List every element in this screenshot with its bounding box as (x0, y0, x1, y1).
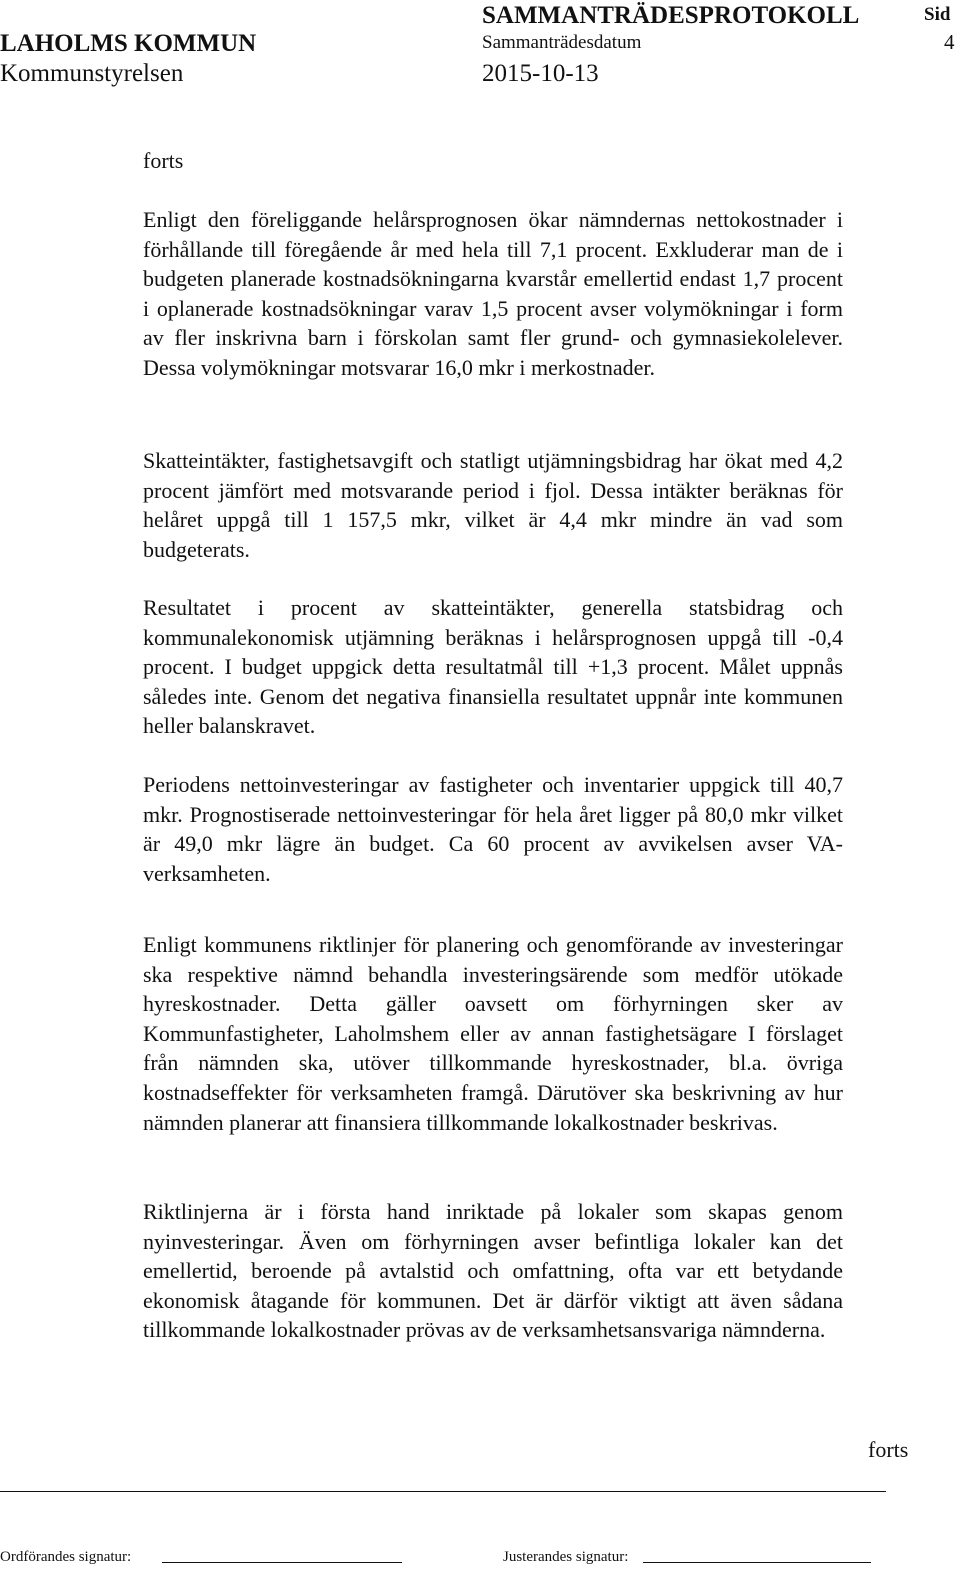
meeting-date: 2015-10-13 (482, 60, 599, 87)
paragraph-guidelines (143, 930, 843, 1137)
paragraph-text: Enligt den föreliggande helårsprognosen ökar nämndernas nettokostnader i förhållande till föregående år med hela till 7,1 procent. Exkluderar man de i budgeten planerade kostnadsökningarna kvarstår emellertid endast 1,7 procent i oplanerade kostnadsökningar varav 1,5 procent avser volymökningar i form av fler inskrivna barn i förskolan samt fler grund- och gymnasiekolelever. Dessa volymökningar motsvarar 16,0 mkr i merkostnader. (143, 207, 843, 380)
chair-signature-label: Ordförandes signatur: (0, 1549, 132, 1565)
paragraph-text: Riktlinjerna är i första hand inriktade på lokaler som skapas genom nyinvesteringar. Även om förhyrningen avser befintliga lokaler kan det emellertid, beroende på avtalstid och omfattning, ofta var ett betydande ekonomisk åtagande för kommunen. Det är därför viktigt att även sådana tillkommande lokalkostnader prövas av de verksamhetsansvariga nämnderna. (143, 1199, 843, 1343)
continuation-marker-bottom: forts (868, 1437, 909, 1462)
meeting-date-label: Sammanträdesdatum (482, 32, 642, 53)
organization-name: LAHOLMS KOMMUN (0, 30, 257, 57)
continuation-marker-top: forts (143, 148, 184, 173)
page-number: 4 (944, 30, 955, 54)
page-label: Sid (924, 4, 951, 25)
paragraph-guidelines-scope (143, 1197, 843, 1345)
department-name: Kommunstyrelsen (0, 60, 184, 87)
paragraph-forecast-costs (143, 205, 843, 383)
paragraph-net-investments (143, 770, 843, 888)
paragraph-text: Enligt kommunens riktlinjer för planering och genomförande av investeringar ska respektive nämnd behandla investeringsärende som medför utökade hyreskostnader. Detta gäller oavsett om förhyrningen sker av Kommunfastigheter, Laholmshem eller av annan fastighetsägare I förslaget från nämnden ska, utöver tillkommande hyreskostnader, bl.a. övriga kostnadseffekter för verksamheten framgå. Därutöver ska beskrivning av hur nämnden planerar att finansiera tillkommande lokalkostnader beskrivas. (143, 932, 843, 1135)
document-type-title: SAMMANTRÄDESPROTOKOLL (482, 2, 860, 29)
paragraph-text: Periodens nettoinvesteringar av fastigheter och inventarier uppgick till 40,7 mkr. Prognostiserade nettoinvesteringar för hela året ligger på 80,0 mkr vilket är 49,0 mkr lägre än budget. Ca 60 procent av avvikelsen avser VA-verksamheten. (143, 772, 843, 886)
adjuster-signature-line (643, 1562, 871, 1563)
paragraph-text: Resultatet i procent av skatteintäkter, generella statsbidrag och kommunalekonomisk utjämning beräknas i helårsprognosen uppgå till -0,4 procent. I budget uppgick detta resultatmål till +1,3 procent. Målet uppnås således inte. Genom det negativa finansiella resultatet uppnår inte kommunen heller balanskravet. (143, 595, 843, 739)
paragraph-result (143, 593, 843, 741)
adjuster-signature-label: Justerandes signatur: (503, 1549, 629, 1565)
chair-signature-line (162, 1562, 402, 1563)
paragraph-text: Skatteintäkter, fastighetsavgift och statligt utjämningsbidrag har ökat med 4,2 procent jämfört med motsvarande period i fjol. Dessa intäkter beräknas för helåret uppgå till 1 157,5 mkr, vilket är 4,4 mkr mindre än vad som budgeterats. (143, 448, 843, 562)
footer-divider (0, 1491, 886, 1492)
paragraph-tax-revenue (143, 446, 843, 564)
